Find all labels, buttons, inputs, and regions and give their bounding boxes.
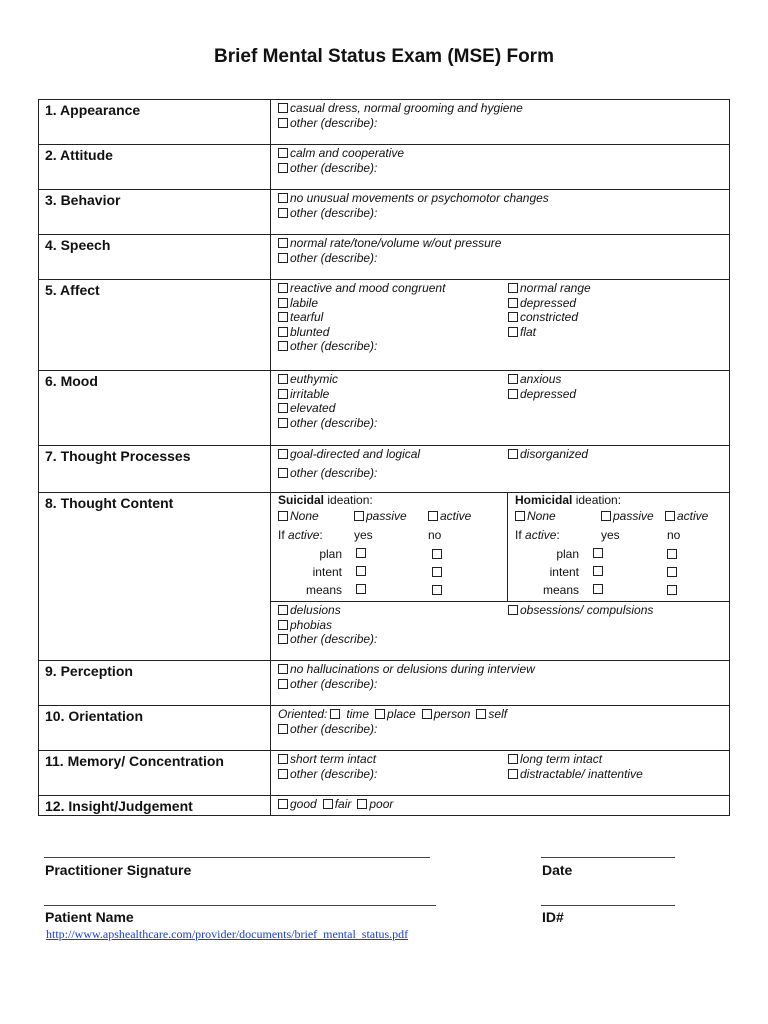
checkbox[interactable] <box>278 312 288 322</box>
label-thought-content: 8. Thought Content <box>45 495 174 511</box>
checkbox[interactable] <box>356 548 366 558</box>
checkbox[interactable] <box>278 468 288 478</box>
checkbox[interactable] <box>278 341 288 351</box>
row-thought-processes: 7. Thought Processes goal-directed and logical other (describe): disorganized <box>39 446 730 493</box>
checkbox[interactable] <box>278 118 288 128</box>
checkbox[interactable] <box>601 511 611 521</box>
checkbox[interactable] <box>278 724 288 734</box>
label-appearance: 1. Appearance <box>45 102 141 118</box>
ideation-section <box>271 493 729 602</box>
patient-name-line[interactable] <box>44 905 436 906</box>
checkbox[interactable] <box>667 549 677 559</box>
checkbox[interactable] <box>278 620 288 630</box>
checkbox[interactable] <box>278 605 288 615</box>
checkbox[interactable] <box>278 403 288 413</box>
row-insight: 12. Insight/Judgement good fair poor <box>39 796 730 816</box>
label-speech: 4. Speech <box>45 237 111 253</box>
checkbox[interactable] <box>665 511 675 521</box>
id-line[interactable] <box>541 905 675 906</box>
checkbox[interactable] <box>278 799 288 809</box>
label-thought-processes: 7. Thought Processes <box>45 448 191 464</box>
label-memory: 11. Memory/ Concentration <box>45 753 224 769</box>
checkbox[interactable] <box>278 327 288 337</box>
checkbox[interactable] <box>432 567 442 577</box>
checkbox[interactable] <box>278 103 288 113</box>
checkbox[interactable] <box>508 283 518 293</box>
checkbox[interactable] <box>667 567 677 577</box>
checkbox[interactable] <box>375 709 385 719</box>
checkbox[interactable] <box>508 312 518 322</box>
id-label: ID# <box>542 909 564 925</box>
checkbox[interactable] <box>356 584 366 594</box>
checkbox[interactable] <box>515 511 525 521</box>
checkbox[interactable] <box>428 511 438 521</box>
checkbox[interactable] <box>278 193 288 203</box>
signature-line[interactable] <box>44 857 430 858</box>
label-attitude: 2. Attitude <box>45 147 113 163</box>
suicidal-ideation: Suicidal ideation: None passive active If active: yes no plan intent means <box>278 493 472 597</box>
checkbox[interactable] <box>278 754 288 764</box>
row-mood: 6. Mood euthymic irritable elevated other (describe): anxious depressed <box>39 371 730 446</box>
checkbox[interactable] <box>508 605 518 615</box>
checkbox[interactable] <box>356 566 366 576</box>
checkbox[interactable] <box>323 799 333 809</box>
checkbox[interactable] <box>278 238 288 248</box>
row-orientation: 10. Orientation Oriented: time place person self other (describe): <box>39 706 730 751</box>
checkbox[interactable] <box>278 769 288 779</box>
checkbox[interactable] <box>278 148 288 158</box>
row-thought-content: 8. Thought Content Suicidal ideation: None passive active If active: yes no plan intent means Homicidal ideation: None passive active If active: yes no plan intent means delusions phobias other (describe): obsessions/ compulsions <box>39 493 730 661</box>
checkbox[interactable] <box>593 584 603 594</box>
checkbox[interactable] <box>508 327 518 337</box>
label-insight: 12. Insight/Judgement <box>45 798 193 814</box>
label-affect: 5. Affect <box>45 282 100 298</box>
checkbox[interactable] <box>354 511 364 521</box>
checkbox[interactable] <box>432 585 442 595</box>
label-perception: 9. Perception <box>45 663 133 679</box>
checkbox[interactable] <box>508 754 518 764</box>
checkbox[interactable] <box>278 163 288 173</box>
label-behavior: 3. Behavior <box>45 192 121 208</box>
checkbox[interactable] <box>278 418 288 428</box>
checkbox[interactable] <box>278 208 288 218</box>
checkbox[interactable] <box>278 449 288 459</box>
row-appearance: 1. Appearance casual dress, normal grooming and hygiene other (describe): <box>39 100 730 145</box>
mse-table <box>38 99 730 816</box>
checkbox[interactable] <box>508 298 518 308</box>
checkbox[interactable] <box>476 709 486 719</box>
checkbox[interactable] <box>278 679 288 689</box>
patient-name-label: Patient Name <box>45 909 134 925</box>
checkbox[interactable] <box>278 253 288 263</box>
homicidal-ideation: Homicidal ideation: None passive active If active: yes no plan intent means <box>507 493 729 601</box>
checkbox[interactable] <box>278 298 288 308</box>
checkbox[interactable] <box>508 374 518 384</box>
checkbox[interactable] <box>278 374 288 384</box>
row-behavior: 3. Behavior no unusual movements or psychomotor changes other (describe): <box>39 190 730 235</box>
checkbox[interactable] <box>508 389 518 399</box>
date-line[interactable] <box>541 857 675 858</box>
label-mood: 6. Mood <box>45 373 98 389</box>
row-memory: 11. Memory/ Concentration short term intact other (describe): long term intact distractable/ inattentive <box>39 751 730 796</box>
checkbox[interactable] <box>508 769 518 779</box>
checkbox[interactable] <box>667 585 677 595</box>
checkbox[interactable] <box>278 283 288 293</box>
label-orientation: 10. Orientation <box>45 708 144 724</box>
checkbox[interactable] <box>278 511 288 521</box>
checkbox[interactable] <box>357 799 367 809</box>
checkbox[interactable] <box>278 634 288 644</box>
row-perception: 9. Perception no hallucinations or delusions during interview other (describe): <box>39 661 730 706</box>
row-speech: 4. Speech normal rate/tone/volume w/out pressure other (describe): <box>39 235 730 280</box>
checkbox[interactable] <box>278 664 288 674</box>
checkbox[interactable] <box>508 449 518 459</box>
checkbox[interactable] <box>593 548 603 558</box>
row-affect: 5. Affect reactive and mood congruent labile tearful blunted other (describe): normal range depressed constricted flat <box>39 280 730 371</box>
checkbox[interactable] <box>278 389 288 399</box>
source-link[interactable]: http://www.apshealthcare.com/provider/documents/brief_mental_status.pdf <box>46 927 409 941</box>
form-title: Brief Mental Status Exam (MSE) Form <box>214 46 554 67</box>
checkbox[interactable] <box>422 709 432 719</box>
practitioner-signature-label: Practitioner Signature <box>45 862 192 878</box>
row-attitude: 2. Attitude calm and cooperative other (describe): <box>39 145 730 190</box>
checkbox[interactable] <box>593 566 603 576</box>
checkbox[interactable] <box>432 549 442 559</box>
date-label: Date <box>542 862 573 878</box>
checkbox[interactable] <box>330 709 340 719</box>
